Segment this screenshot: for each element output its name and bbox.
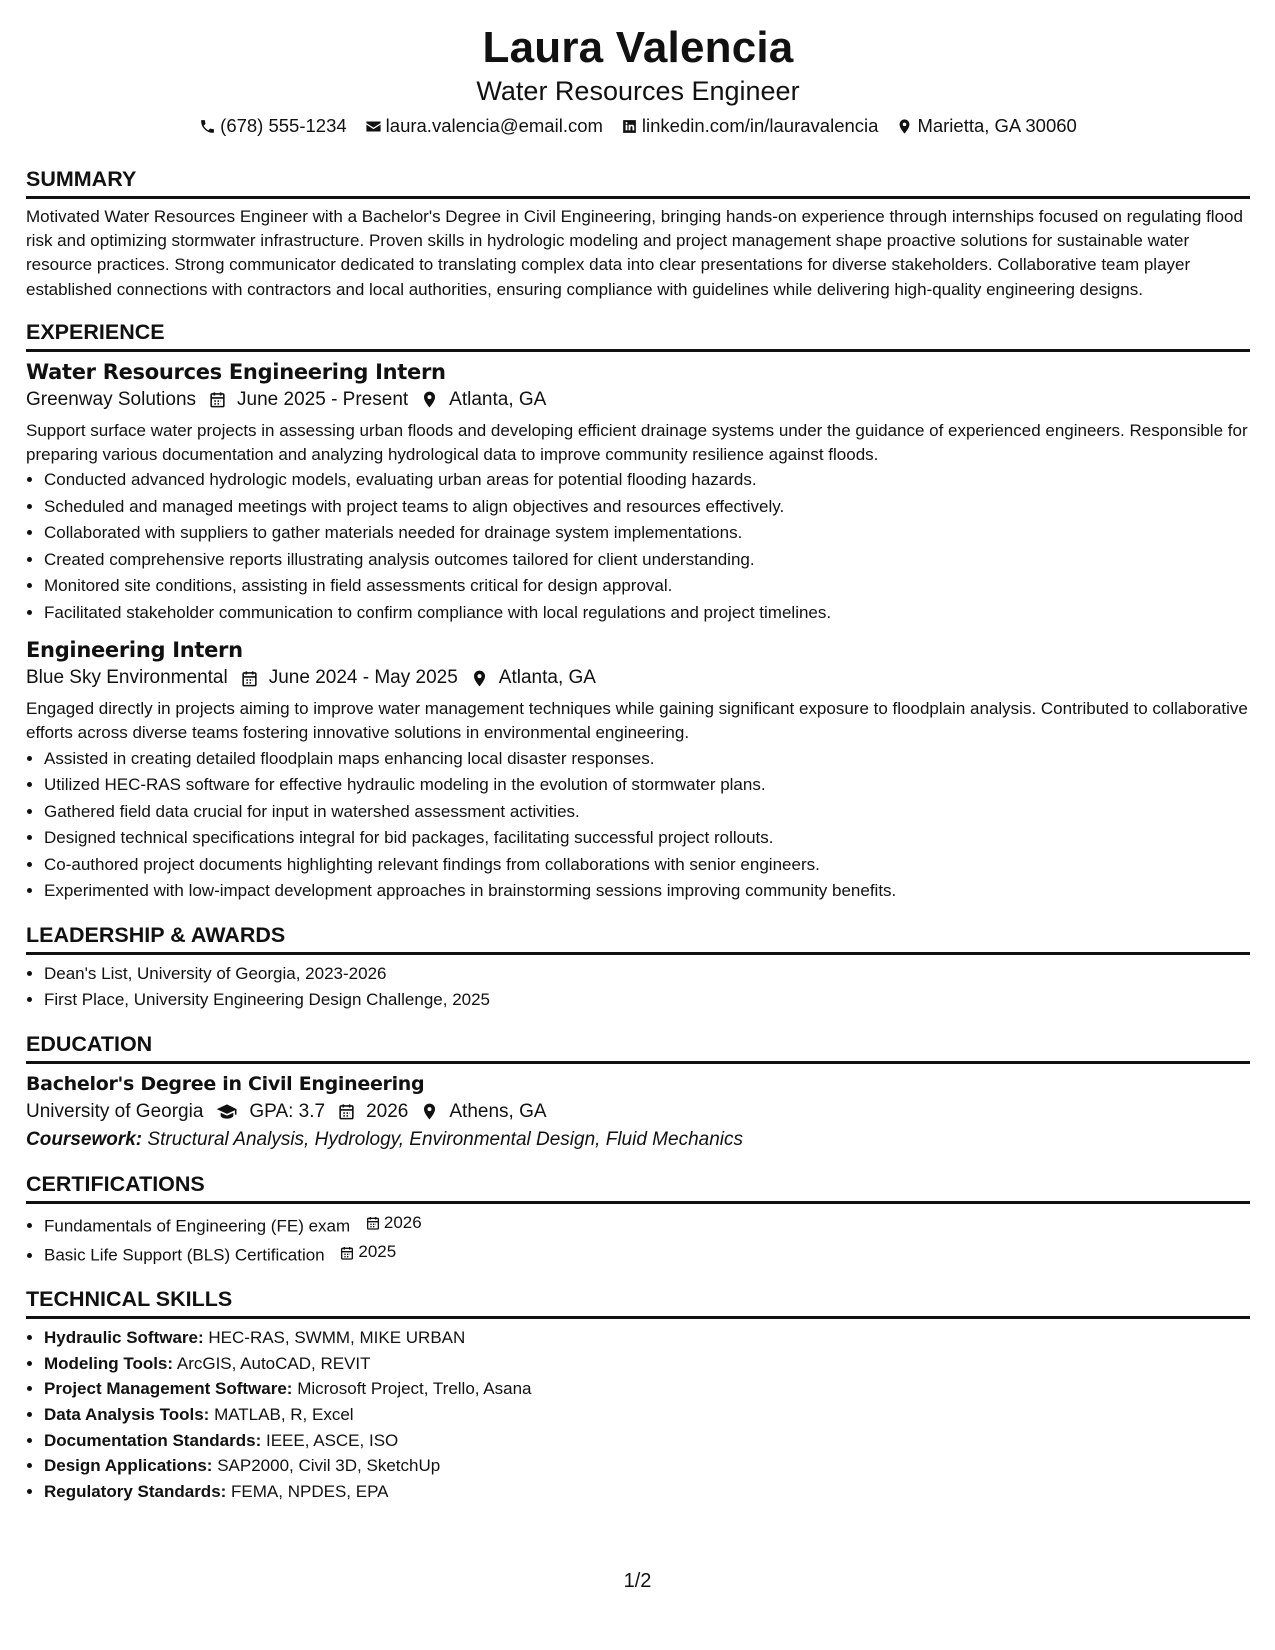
- location-text: Marietta, GA 30060: [917, 115, 1077, 136]
- candidate-title: Water Resources Engineer: [476, 76, 800, 106]
- section-heading: EDUCATION: [26, 1031, 1250, 1064]
- skill-value: HEC-RAS, SWMM, MIKE URBAN: [208, 1328, 466, 1348]
- list-item: • Created comprehensive reports illustrating analysis outcomes tailored for client understanding.: [44, 547, 1250, 574]
- linkedin-text[interactable]: linkedin.com/in/lauravalencia: [641, 115, 879, 136]
- calendar-icon: [208, 390, 227, 409]
- skill-value: FEMA, NPDES, EPA: [231, 1481, 389, 1501]
- job-dates: [240, 664, 458, 692]
- job-description: Engaged directly in projects aiming to improve water management techniques while gaining significant exposure to floodplain analysis. Contributed to collaborative efforts across diverse teams fostering innovative solutions in environmental engineering.: [26, 699, 1248, 743]
- contact-linkedin[interactable]: [621, 114, 879, 138]
- list-item: [44, 1376, 1250, 1402]
- envelope-icon: [365, 118, 382, 135]
- skill-label: Regulatory Standards:: [44, 1481, 227, 1501]
- coursework-label: Coursework:: [26, 1128, 143, 1150]
- education-section: [26, 1031, 1250, 1154]
- job-title: Engineering Intern: [26, 638, 243, 663]
- list-item: [44, 1402, 1250, 1428]
- list-item: • Facilitated stakeholder communication to confirm compliance with local regulations and project timelines.: [44, 600, 1250, 627]
- skill-value: Microsoft Project, Trello, Asana: [297, 1379, 532, 1399]
- map-pin-icon: [420, 390, 439, 409]
- skills-list: [26, 1325, 1250, 1504]
- graduation-year: [337, 1098, 408, 1126]
- calendar-icon: [337, 1102, 356, 1121]
- calendar-icon: [339, 1245, 355, 1261]
- skills-section: [26, 1286, 1250, 1504]
- coursework: [26, 1126, 1250, 1154]
- summary-section: [26, 166, 1250, 302]
- candidate-name: Laura Valencia: [482, 23, 794, 72]
- cert-name: Fundamentals of Engineering (FE) exam: [44, 1215, 351, 1235]
- cert-name: Basic Life Support (BLS) Certification: [44, 1245, 325, 1265]
- map-pin-icon: [420, 1102, 439, 1121]
- gpa: [215, 1098, 325, 1126]
- job-location-text: Atlanta, GA: [449, 388, 547, 410]
- graduation-cap-icon: [215, 1102, 239, 1121]
- list-item: [44, 1210, 1250, 1240]
- section-heading: TECHNICAL SKILLS: [26, 1286, 1250, 1319]
- list-item: [44, 1479, 1250, 1505]
- experience-section: [26, 319, 1250, 905]
- cert-date: [365, 1210, 422, 1237]
- job-location: [470, 664, 596, 692]
- coursework-text: Structural Analysis, Hydrology, Environmental Design, Fluid Mechanics: [147, 1128, 743, 1150]
- job-title: Water Resources Engineering Intern: [26, 359, 446, 384]
- skill-value: MATLAB, R, Excel: [214, 1404, 354, 1424]
- year-text: 2026: [366, 1100, 409, 1122]
- list-item: [44, 1453, 1250, 1479]
- list-item: [44, 1351, 1250, 1377]
- phone-text: (678) 555-1234: [220, 115, 347, 136]
- list-item: • Co-authored project documents highlighting relevant findings from collaborations with senior engineers.: [44, 852, 1250, 879]
- company-name: Blue Sky Environmental: [26, 667, 228, 689]
- skill-label: Documentation Standards:: [44, 1430, 262, 1450]
- skill-value: SAP2000, Civil 3D, SketchUp: [217, 1456, 441, 1476]
- contact-location: [896, 114, 1076, 138]
- school-name: University of Georgia: [26, 1100, 204, 1122]
- company-name: Greenway Solutions: [26, 388, 197, 410]
- job-dates-text: June 2024 - May 2025: [268, 667, 458, 689]
- job-dates-text: June 2025 - Present: [237, 388, 409, 410]
- skill-label: Modeling Tools:: [44, 1353, 174, 1373]
- phone-icon: [199, 118, 216, 135]
- list-item: • Gathered field data crucial for input in watershed assessment activities.: [44, 799, 1250, 826]
- awards-list: [26, 961, 1250, 1014]
- list-item: • Conducted advanced hydrologic models, evaluating urban areas for potential flooding hazards.: [44, 467, 1250, 494]
- skill-label: Project Management Software:: [44, 1379, 293, 1399]
- degree-title: Bachelor's Degree in Civil Engineering: [26, 1072, 425, 1095]
- skill-value: ArcGIS, AutoCAD, REVIT: [176, 1353, 371, 1373]
- skill-label: Hydraulic Software:: [44, 1328, 204, 1348]
- contact-phone: [199, 114, 347, 138]
- job-bullets: [26, 467, 1250, 626]
- resume-header: [26, 22, 1250, 138]
- job-entry: [26, 358, 1250, 626]
- skill-label: Data Analysis Tools:: [44, 1404, 210, 1424]
- job-location-text: Atlanta, GA: [498, 667, 596, 689]
- cert-year: 2026: [383, 1212, 422, 1232]
- calendar-icon: [365, 1215, 381, 1231]
- list-item: [44, 1325, 1250, 1351]
- calendar-icon: [240, 669, 259, 688]
- job-location: [420, 386, 546, 414]
- section-heading: LEADERSHIP & AWARDS: [26, 922, 1250, 955]
- education-meta: [26, 1098, 1250, 1126]
- cert-year: 2025: [358, 1242, 397, 1262]
- list-item: • Collaborated with suppliers to gather materials needed for drainage system implementations.: [44, 520, 1250, 547]
- list-item: [44, 1239, 1250, 1269]
- list-item: • Designed technical specifications integral for bid packages, facilitating successful project rollouts.: [44, 825, 1250, 852]
- list-item: • Utilized HEC-RAS software for effective hydraulic modeling in the evolution of stormwater plans.: [44, 772, 1250, 799]
- list-item: [44, 1428, 1250, 1454]
- contact-bar: [26, 114, 1250, 138]
- list-item: • Experimented with low-impact development approaches in brainstorming sessions improving community benefits.: [44, 878, 1250, 905]
- leadership-section: [26, 922, 1250, 1014]
- school-location-text: Athens, GA: [449, 1100, 547, 1122]
- email-text[interactable]: laura.valencia@email.com: [385, 115, 603, 136]
- list-item: • Monitored site conditions, assisting in field assessments critical for design approval.: [44, 573, 1250, 600]
- list-item: • Assisted in creating detailed floodplain maps enhancing local disaster responses.: [44, 746, 1250, 773]
- certifications-list: [26, 1210, 1250, 1270]
- skill-label: Design Applications:: [44, 1456, 213, 1476]
- job-dates: [208, 386, 408, 414]
- section-heading: EXPERIENCE: [26, 319, 1250, 352]
- section-heading: CERTIFICATIONS: [26, 1171, 1250, 1204]
- linkedin-icon: [621, 118, 638, 135]
- job-meta: [26, 664, 1250, 692]
- list-item: • Dean's List, University of Georgia, 2023-2026: [44, 961, 1250, 988]
- list-item: • Scheduled and managed meetings with project teams to align objectives and resources effectively.: [44, 494, 1250, 521]
- gpa-text: GPA: 3.7: [249, 1100, 326, 1122]
- job-entry: [26, 636, 1250, 904]
- cert-date: [339, 1239, 396, 1266]
- page-number: 1/2: [623, 1570, 652, 1592]
- job-description: Support surface water projects in assessing urban floods and developing efficient drainage systems under the guidance of experienced engineers. Responsible for preparing various documentation and analyzing hydrological data to improve community resilience against floods.: [26, 420, 1248, 465]
- contact-email[interactable]: [365, 114, 603, 138]
- job-meta: [26, 386, 1250, 414]
- certifications-section: [26, 1171, 1250, 1270]
- resume-page: [26, 22, 1250, 1504]
- summary-text: Motivated Water Resources Engineer with a Bachelor's Degree in Civil Engineering, bringing hands-on experience through internships focused on regulating flood risk and optimizing stormwater infrastructure. Proven skills in hydrologic modeling and project management shape proactive solutions for sustainable water resource practices. Strong communicator dedicated to translating complex data into clear presentations for diverse stakeholders. Collaborative team player established connections with contractors and local authorities, ensuring compliance with guidelines while delivering high-quality engineering designs.: [26, 207, 1243, 299]
- map-pin-icon: [470, 669, 489, 688]
- list-item: • First Place, University Engineering Design Challenge, 2025: [44, 987, 1250, 1014]
- skill-value: IEEE, ASCE, ISO: [265, 1430, 399, 1450]
- school-location: [420, 1098, 546, 1126]
- section-heading: SUMMARY: [26, 166, 1250, 199]
- map-pin-icon: [896, 118, 913, 135]
- job-bullets: [26, 746, 1250, 905]
